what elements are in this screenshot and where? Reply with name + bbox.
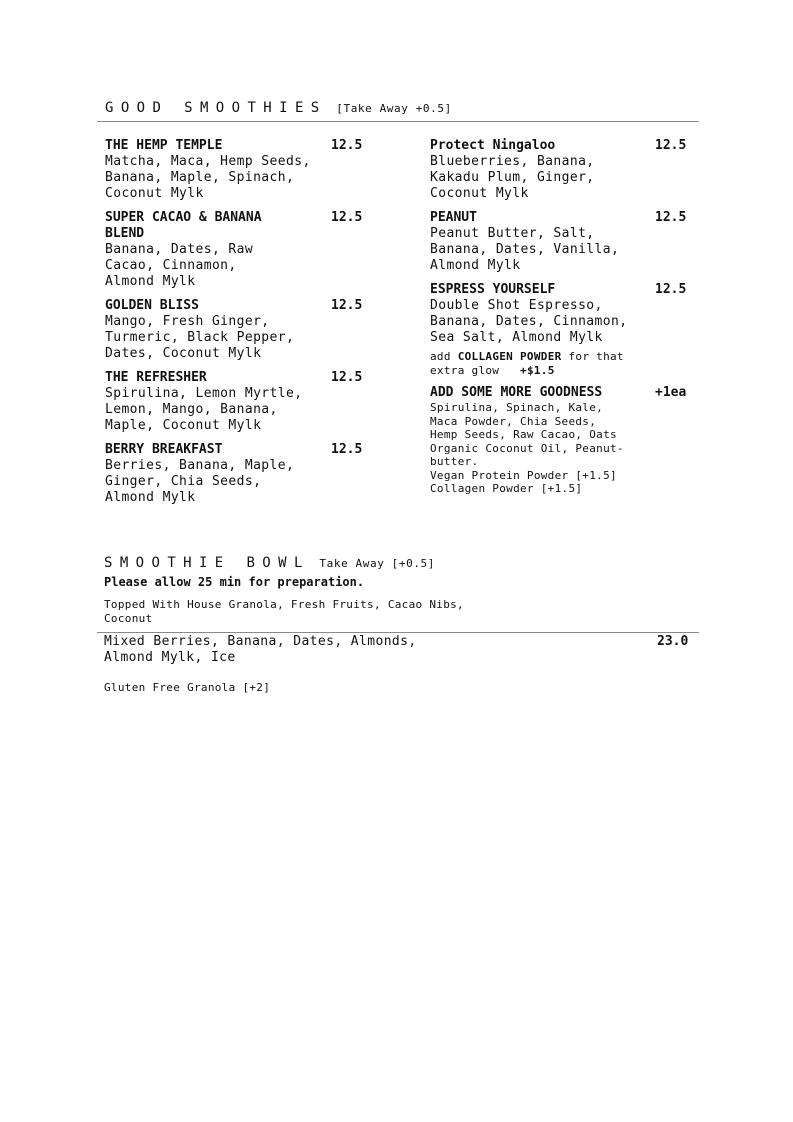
menu-item-super-cacao-banana [105, 210, 405, 290]
item-price: 12.5 [331, 442, 363, 457]
item-price: 12.5 [655, 282, 687, 297]
smoothies-divider [97, 121, 699, 122]
smoothies-takeaway-note: [Take Away +0.5] [336, 102, 452, 115]
collagen-addon [430, 350, 645, 377]
item-name: Protect Ningaloo [430, 138, 556, 153]
smoothies-right-column [430, 138, 695, 504]
bowl-topping-note: Topped With House Granola, Fresh Fruits, Cacao Nibs, Coconut [104, 598, 464, 625]
smoothies-header [105, 97, 452, 116]
item-description: Peanut Butter, Salt, Banana, Dates, Vanilla, Almond Mylk [430, 226, 620, 273]
collagen-highlight: COLLAGEN POWDER [457, 350, 562, 363]
bowl-price: 23.0 [657, 634, 689, 649]
item-name: THE REFRESHER [105, 370, 207, 385]
menu-item-the-refresher [105, 370, 405, 434]
bowl-divider [97, 632, 699, 633]
item-price: 12.5 [331, 138, 363, 153]
item-name: SUPER CACAO & BANANA BLEND [105, 210, 262, 241]
menu-item-peanut [430, 210, 695, 274]
menu-item-add-goodness [430, 385, 695, 496]
goodness-line: Maca Powder, Chia Seeds, [430, 414, 597, 428]
item-name: ADD SOME MORE GOODNESS [430, 385, 603, 400]
item-name: GOLDEN BLISS [105, 298, 199, 313]
menu-item-berry-breakfast [105, 442, 405, 506]
item-description: Double Shot Espresso, Banana, Dates, Cinnamon, Sea Salt, Almond Mylk [430, 298, 628, 345]
goodness-line: Organic Coconut Oil, Peanut-butter. [430, 441, 624, 468]
item-name: THE HEMP TEMPLE [105, 138, 223, 153]
item-name: BERRY BREAKFAST [105, 442, 223, 457]
item-price: +1ea [655, 385, 687, 400]
goodness-line: Vegan Protein Powder [+1.5] [430, 468, 617, 482]
goodness-list [430, 401, 640, 496]
item-description: Matcha, Maca, Hemp Seeds, Banana, Maple, Spinach, Coconut Mylk [105, 154, 311, 201]
bowl-header [104, 552, 435, 571]
collagen-prefix: add [430, 350, 458, 363]
item-description: Mango, Fresh Ginger, Turmeric, Black Pepper, Dates, Coconut Mylk [105, 314, 295, 361]
item-price: 12.5 [655, 210, 687, 225]
item-description: Blueberries, Banana, Kakadu Plum, Ginger, Coconut Mylk [430, 154, 595, 201]
item-name: ESPRESS YOURSELF [430, 282, 556, 297]
goodness-line: Hemp Seeds, Raw Cacao, Oats [430, 428, 617, 441]
item-price: 12.5 [331, 298, 363, 313]
menu-item-hemp-temple [105, 138, 405, 202]
goodness-line: Collagen Powder [+1.5] [430, 482, 583, 495]
menu-item-golden-bliss [105, 298, 405, 362]
item-description: Spirulina, Lemon Myrtle, Lemon, Mango, Banana, Maple, Coconut Mylk [105, 386, 303, 433]
bowl-prep-note: Please allow 25 min for preparation. [104, 575, 365, 589]
bowl-extra-note: Gluten Free Granola [+2] [104, 681, 271, 694]
item-description: Banana, Dates, Raw Cacao, Cinnamon, Almond Mylk [105, 242, 254, 289]
bowl-title: SMOOTHIE BOWL [104, 555, 310, 571]
collagen-suffix: for that extra glow [430, 350, 624, 377]
smoothies-left-column [105, 138, 405, 514]
goodness-line: Spirulina, Spinach, Kale, [430, 401, 604, 414]
bowl-item-description: Mixed Berries, Banana, Dates, Almonds, Almond Mylk, Ice [104, 634, 417, 665]
menu-item-protect-ningaloo [430, 138, 695, 202]
smoothies-title: GOOD SMOOTHIES [105, 100, 327, 116]
item-price: 12.5 [655, 138, 687, 153]
menu-item-espress-yourself [430, 282, 695, 346]
item-price: 12.5 [331, 210, 363, 225]
item-price: 12.5 [331, 370, 363, 385]
bowl-takeaway-note: Take Away [+0.5] [319, 557, 435, 570]
collagen-price: +$1.5 [520, 363, 555, 377]
item-description: Berries, Banana, Maple, Ginger, Chia Seeds, Almond Mylk [105, 458, 295, 505]
item-name: PEANUT [430, 210, 477, 225]
